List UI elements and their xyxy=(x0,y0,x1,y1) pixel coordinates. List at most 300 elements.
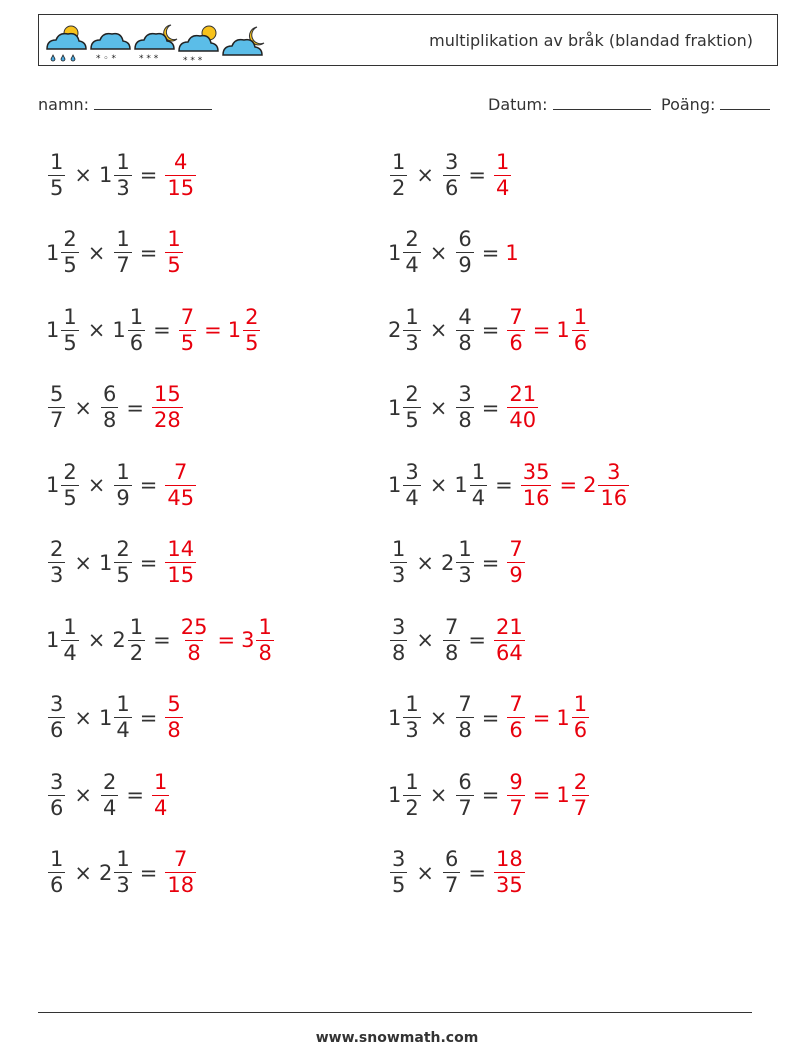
whole-number: 1 xyxy=(556,705,570,730)
answer xyxy=(163,694,184,741)
numerator: 1 xyxy=(50,149,64,174)
whole-number: 2 xyxy=(388,318,402,342)
answer-equals-sign: = xyxy=(559,473,578,497)
denominator: 2 xyxy=(405,795,419,820)
problem-4 xyxy=(388,222,519,284)
denominator: 6 xyxy=(509,330,523,355)
times-sign: × xyxy=(87,240,106,265)
numerator: 7 xyxy=(458,692,472,716)
denominator: 5 xyxy=(63,330,77,355)
fraction xyxy=(114,229,131,276)
denominator: 9 xyxy=(509,563,523,587)
answer xyxy=(150,769,171,820)
operand-b xyxy=(441,614,462,665)
answer-mixed-number xyxy=(556,694,591,741)
denominator: 35 xyxy=(495,873,523,897)
numerator: 4 xyxy=(174,149,188,174)
whole-number: 1 xyxy=(556,783,570,807)
whole-number: 1 xyxy=(388,395,402,420)
equals-sign: = xyxy=(153,318,171,342)
denominator: 6 xyxy=(50,795,64,820)
fraction xyxy=(507,694,524,741)
operand-a xyxy=(46,614,81,665)
denominator: 8 xyxy=(458,408,472,432)
denominator: 7 xyxy=(509,795,523,820)
fraction xyxy=(443,849,460,896)
numerator: 1 xyxy=(167,227,181,251)
denominator: 7 xyxy=(573,795,588,820)
answer-equals-sign: = xyxy=(532,318,551,342)
answer-fraction xyxy=(163,149,198,200)
svg-text:* * *: * * * xyxy=(183,56,203,65)
answer-fraction xyxy=(505,241,518,265)
denominator: 5 xyxy=(167,253,181,277)
numerator: 2 xyxy=(405,382,419,406)
fraction xyxy=(128,304,145,355)
numerator: 1 xyxy=(495,149,510,174)
numerator: 4 xyxy=(458,304,472,329)
fraction xyxy=(456,304,473,355)
numerator: 1 xyxy=(129,304,144,329)
equals-sign: = xyxy=(139,705,158,730)
equals-sign: = xyxy=(495,473,513,497)
denominator: 6 xyxy=(444,175,459,200)
whole-number: 1 xyxy=(46,240,60,265)
numerator: 7 xyxy=(174,459,188,484)
problem-12 xyxy=(388,532,527,594)
fraction xyxy=(101,384,118,431)
problem-16 xyxy=(388,687,591,749)
denominator: 7 xyxy=(50,408,64,432)
problem-17 xyxy=(46,764,171,826)
fraction xyxy=(165,149,196,200)
fraction xyxy=(390,539,407,586)
times-sign: × xyxy=(416,550,434,575)
problem-8 xyxy=(388,377,540,439)
answer xyxy=(505,769,591,820)
whole-number: 1 xyxy=(388,783,402,807)
fraction xyxy=(507,304,524,355)
numerator: 2 xyxy=(63,459,77,484)
whole-number: 1 xyxy=(227,318,242,342)
numerator: 1 xyxy=(63,304,77,329)
times-sign: × xyxy=(429,318,448,342)
times-sign: × xyxy=(429,473,448,497)
answer-mixed-number xyxy=(241,614,276,665)
denominator: 16 xyxy=(600,485,628,510)
fraction xyxy=(456,384,473,431)
answer-fraction xyxy=(163,849,198,896)
numerator: 35 xyxy=(522,459,550,484)
answer-fraction xyxy=(505,539,526,586)
fraction xyxy=(507,539,524,586)
equals-sign: = xyxy=(468,163,486,187)
answer-fraction xyxy=(177,304,198,355)
numerator: 7 xyxy=(444,614,459,639)
fraction xyxy=(403,459,420,510)
answer xyxy=(150,384,185,431)
denominator: 64 xyxy=(495,640,523,665)
equals-sign: = xyxy=(468,860,486,885)
denominator: 4 xyxy=(405,253,419,277)
fraction xyxy=(572,304,589,355)
operand-a xyxy=(388,459,423,510)
numerator: 3 xyxy=(405,459,419,484)
times-sign: × xyxy=(74,705,92,730)
problem-7 xyxy=(46,377,185,439)
date-field[interactable] xyxy=(488,93,651,114)
fraction xyxy=(48,694,65,741)
answer xyxy=(163,229,184,276)
denominator: 5 xyxy=(116,563,130,587)
numerator: 1 xyxy=(116,459,130,484)
numerator: 7 xyxy=(509,537,523,561)
problem-5 xyxy=(46,299,262,361)
fraction xyxy=(456,769,473,820)
numerator: 1 xyxy=(573,692,588,716)
fraction xyxy=(179,614,210,665)
snow-rain-cloud-icon xyxy=(91,34,130,64)
problem-19 xyxy=(46,842,198,904)
equals-sign: = xyxy=(481,550,500,575)
answer-fraction xyxy=(492,149,513,200)
numerator: 1 xyxy=(471,459,486,484)
denominator: 9 xyxy=(458,253,472,277)
fraction xyxy=(61,459,78,510)
answer xyxy=(163,539,198,586)
operand-b xyxy=(112,614,147,665)
denominator: 3 xyxy=(116,873,130,897)
answer xyxy=(492,614,527,665)
numerator: 3 xyxy=(444,149,459,174)
denominator: 18 xyxy=(167,873,195,897)
answer-fraction xyxy=(163,459,198,510)
numerator: 2 xyxy=(50,537,64,561)
denominator: 4 xyxy=(116,718,130,742)
fraction xyxy=(507,769,524,820)
numerator: 25 xyxy=(180,614,208,639)
fraction xyxy=(390,149,407,200)
score-label: Poäng: xyxy=(661,95,716,114)
answer-fraction xyxy=(505,769,526,820)
problem-6 xyxy=(388,299,591,361)
problem-1 xyxy=(46,144,198,206)
denominator: 5 xyxy=(245,330,259,355)
numerator: 1 xyxy=(116,692,130,716)
denominator: 5 xyxy=(405,408,419,432)
answer-equals-sign: = xyxy=(532,705,551,730)
times-sign: × xyxy=(74,860,92,885)
fraction xyxy=(572,694,589,741)
denominator: 2 xyxy=(129,640,144,665)
numerator: 1 xyxy=(116,227,130,251)
answer-equals-sign: = xyxy=(204,318,222,342)
equals-sign: = xyxy=(139,240,158,265)
fraction xyxy=(598,459,629,510)
operand-b xyxy=(454,769,475,820)
denominator: 3 xyxy=(458,563,472,587)
fraction xyxy=(179,304,196,355)
answer-fraction xyxy=(163,539,198,586)
date-line[interactable] xyxy=(553,93,651,110)
fraction xyxy=(114,149,131,200)
numerator: 2 xyxy=(102,769,117,794)
denominator: 5 xyxy=(50,175,64,200)
answer xyxy=(177,614,276,665)
problem-11 xyxy=(46,532,198,594)
fraction xyxy=(403,229,420,276)
equals-sign: = xyxy=(481,705,500,730)
date-label: Datum: xyxy=(488,95,548,114)
svg-text:* ◦ *: * ◦ * xyxy=(96,54,117,64)
operand-a xyxy=(388,384,423,431)
problem-13 xyxy=(46,609,276,671)
fraction xyxy=(521,459,552,510)
denominator: 3 xyxy=(116,175,130,200)
numerator: 3 xyxy=(50,769,64,794)
fraction xyxy=(101,769,118,820)
operand-a xyxy=(388,849,409,896)
name-line[interactable] xyxy=(94,93,212,110)
operand-a xyxy=(388,694,423,741)
snow-cloud-sun-icon xyxy=(179,26,218,65)
numerator: 1 xyxy=(392,537,406,561)
numerator: 3 xyxy=(50,692,64,716)
operand-a xyxy=(46,459,81,510)
equals-sign: = xyxy=(481,395,500,420)
operand-b xyxy=(112,459,133,510)
denominator: 6 xyxy=(50,718,64,742)
fraction xyxy=(114,539,131,586)
answer xyxy=(492,849,527,896)
whole-number: 2 xyxy=(583,473,597,497)
operand-b xyxy=(441,849,462,896)
operand-a xyxy=(46,149,67,200)
whole-number: 3 xyxy=(241,628,255,652)
whole-number: 2 xyxy=(440,550,455,575)
worksheet-title: multiplikation av bråk (blandad fraktion) xyxy=(429,31,753,50)
operand-a xyxy=(388,149,409,200)
numerator: 7 xyxy=(180,304,195,329)
answer-mixed-number xyxy=(556,769,591,820)
whole-number: 2 xyxy=(98,860,113,885)
numerator: 1 xyxy=(405,769,419,794)
fraction xyxy=(61,304,78,355)
numerator: 1 xyxy=(392,149,406,174)
denominator: 45 xyxy=(167,485,195,510)
numerator: 21 xyxy=(495,614,523,639)
operand-b xyxy=(99,769,120,820)
equals-sign: = xyxy=(481,240,500,265)
answer xyxy=(492,149,513,200)
fraction xyxy=(456,694,473,741)
denominator: 9 xyxy=(116,485,130,510)
footer-url: www.snowmath.com xyxy=(315,1030,479,1046)
whole-number: 2 xyxy=(112,628,126,652)
operand-b xyxy=(454,304,475,355)
denominator: 8 xyxy=(444,640,459,665)
numerator: 6 xyxy=(458,227,472,251)
times-sign: × xyxy=(87,318,106,342)
answer xyxy=(505,539,526,586)
answer-fraction xyxy=(150,384,185,431)
denominator: 4 xyxy=(471,485,486,510)
fraction xyxy=(403,304,420,355)
score-line[interactable] xyxy=(720,93,770,110)
operand-b xyxy=(454,694,475,741)
fraction xyxy=(507,384,538,431)
weather-icons xyxy=(41,17,269,65)
equals-sign: = xyxy=(139,860,158,885)
operand-a xyxy=(46,539,67,586)
whole-number: 1 xyxy=(98,550,113,575)
numerator: 7 xyxy=(174,847,188,871)
numerator: 3 xyxy=(392,614,406,639)
numerator: 3 xyxy=(392,847,406,871)
name-field[interactable] xyxy=(38,93,212,114)
answer-fraction xyxy=(505,384,540,431)
operand-b xyxy=(98,149,134,200)
fraction xyxy=(152,769,169,820)
denominator: 4 xyxy=(405,485,419,510)
times-sign: × xyxy=(416,163,434,187)
denominator: 4 xyxy=(63,640,77,665)
times-sign: × xyxy=(429,783,448,807)
fraction xyxy=(572,769,589,820)
times-sign: × xyxy=(87,473,106,497)
numerator: 3 xyxy=(607,459,621,484)
operand-a xyxy=(388,769,423,820)
cloud-moon-icon xyxy=(223,27,264,55)
answer-mixed-number xyxy=(583,459,631,510)
denominator: 7 xyxy=(116,253,130,277)
equals-sign: = xyxy=(139,163,158,187)
fraction xyxy=(61,229,78,276)
times-sign: × xyxy=(74,550,92,575)
answer xyxy=(505,241,518,265)
numerator: 2 xyxy=(573,769,588,794)
denominator: 4 xyxy=(102,795,117,820)
fraction xyxy=(443,614,460,665)
problem-18 xyxy=(388,764,591,826)
whole-number: 1 xyxy=(556,318,570,342)
fraction xyxy=(165,229,182,276)
fraction xyxy=(256,614,273,665)
fraction xyxy=(243,304,260,355)
numerator: 1 xyxy=(129,614,144,639)
fraction xyxy=(114,694,131,741)
operand-a xyxy=(46,384,67,431)
denominator: 8 xyxy=(392,640,406,665)
denominator: 5 xyxy=(63,253,77,277)
numerator: 5 xyxy=(50,382,64,406)
fraction xyxy=(61,614,78,665)
operand-b xyxy=(454,229,475,276)
score-field[interactable] xyxy=(661,93,770,114)
denominator: 15 xyxy=(167,563,195,587)
operand-b xyxy=(112,229,133,276)
fraction xyxy=(403,694,420,741)
problem-15 xyxy=(46,687,185,749)
answer-fraction xyxy=(492,849,527,896)
denominator: 8 xyxy=(167,718,181,742)
numerator: 1 xyxy=(573,304,588,329)
problem-10 xyxy=(388,454,631,516)
denominator: 15 xyxy=(167,175,195,200)
denominator: 5 xyxy=(180,330,195,355)
numerator: 1 xyxy=(116,149,130,174)
fraction xyxy=(494,614,525,665)
denominator: 3 xyxy=(405,330,419,355)
numerator: 9 xyxy=(509,769,523,794)
denominator: 2 xyxy=(392,175,406,200)
equals-sign: = xyxy=(139,550,158,575)
problem-14 xyxy=(388,609,527,671)
numerator: 1 xyxy=(116,847,130,871)
denominator: 4 xyxy=(495,175,510,200)
equals-sign: = xyxy=(153,628,171,652)
operand-b xyxy=(99,694,134,741)
fraction xyxy=(48,849,65,896)
denominator: 8 xyxy=(458,330,472,355)
numerator: 1 xyxy=(405,304,419,329)
answer-equals-sign: = xyxy=(217,628,236,652)
answer-fraction xyxy=(505,304,526,355)
answer xyxy=(519,459,631,510)
whole-number: 1 xyxy=(46,628,60,652)
whole-number: 1 xyxy=(388,705,402,730)
times-sign: × xyxy=(74,395,92,420)
denominator: 40 xyxy=(509,408,537,432)
denominator: 5 xyxy=(63,485,77,510)
denominator: 6 xyxy=(573,718,588,742)
times-sign: × xyxy=(87,628,106,652)
fraction xyxy=(403,769,420,820)
worksheet-header xyxy=(38,14,778,66)
whole-number: 1 xyxy=(388,240,402,265)
equals-sign: = xyxy=(481,318,500,342)
operand-a xyxy=(46,849,67,896)
denominator: 8 xyxy=(187,640,201,665)
problem-9 xyxy=(46,454,198,516)
operand-a xyxy=(46,229,81,276)
fraction xyxy=(165,539,196,586)
answer xyxy=(505,304,591,355)
operand-b xyxy=(112,304,147,355)
operand-b xyxy=(454,384,475,431)
denominator: 3 xyxy=(50,563,64,587)
numerator: 2 xyxy=(63,227,77,251)
fraction xyxy=(165,459,196,510)
denominator: 6 xyxy=(129,330,144,355)
denominator: 8 xyxy=(102,408,117,432)
operand-a xyxy=(46,694,67,741)
numerator: 1 xyxy=(63,614,77,639)
denominator: 7 xyxy=(458,795,472,820)
equals-sign: = xyxy=(126,783,144,807)
footer-divider xyxy=(38,1012,752,1013)
numerator: 5 xyxy=(167,692,181,716)
fraction xyxy=(165,849,196,896)
numerator: 14 xyxy=(167,537,195,561)
times-sign: × xyxy=(74,783,92,807)
numerator: 3 xyxy=(458,382,472,406)
operand-a xyxy=(46,304,81,355)
numerator: 1 xyxy=(405,692,419,716)
whole-number: 1 xyxy=(98,705,113,730)
answer xyxy=(163,459,198,510)
answer-fraction xyxy=(150,769,171,820)
